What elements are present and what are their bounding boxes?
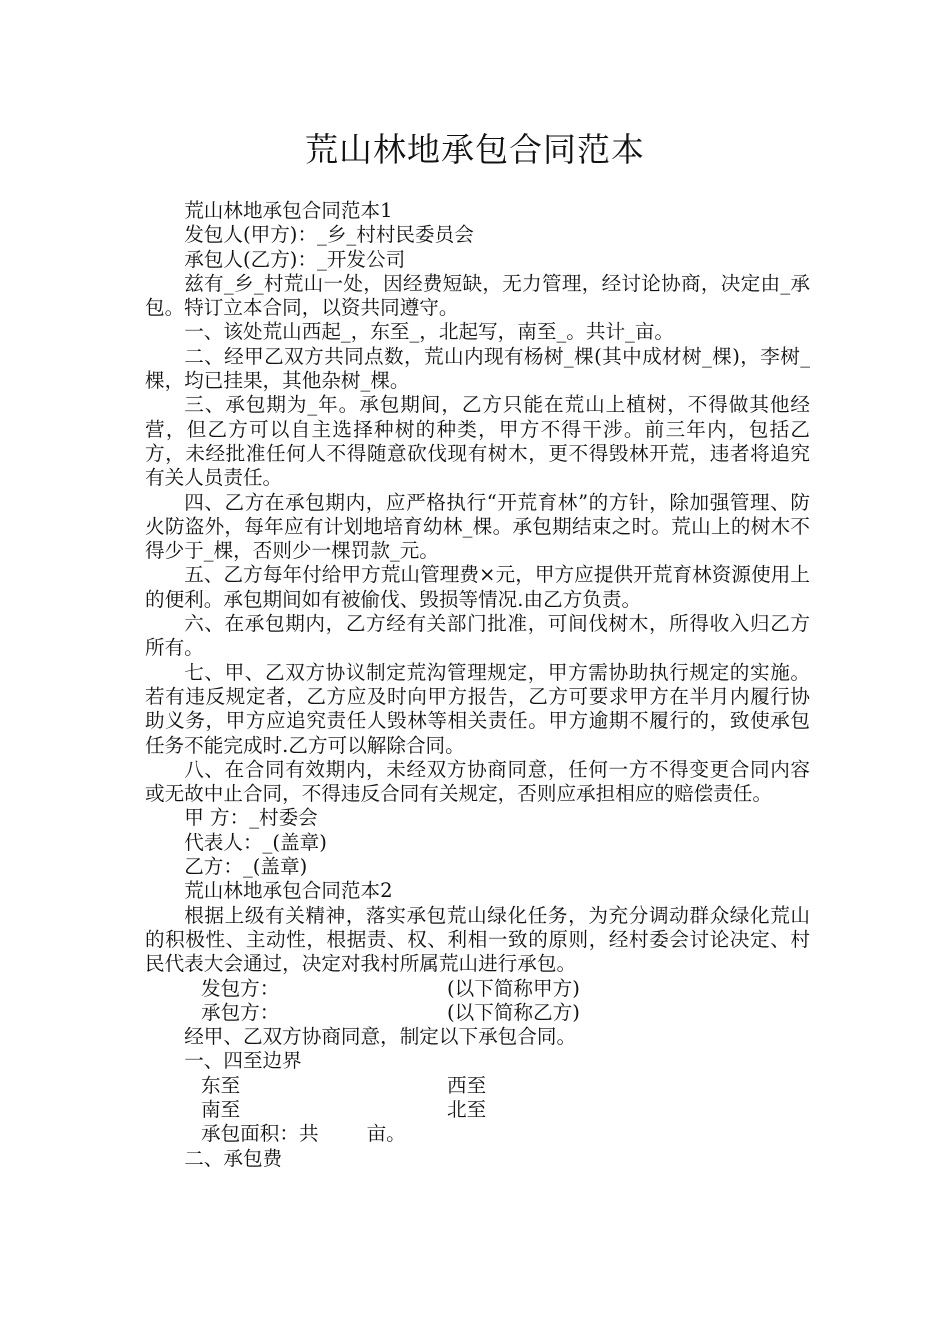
section-heading-sample-1: 荒山林地承包合同范本1 [184,199,393,222]
contractor-row [145,977,810,1001]
signature-representative: 代表人：_(盖章) [184,830,327,854]
south-boundary: 南至 [201,1097,241,1121]
contractee-note: (以下简称乙方) [447,1000,580,1024]
clause-7: 七、甲、乙双方协议制定荒沟管理规定，甲方需协助执行规定的实施。若有违反规定者，乙方应及时向甲方报告，乙方可要求甲方在半月内履行协助义务，甲方应追究责任人毁林等相关责任。甲方逾期不履行的，致使承包任务不能完成时.乙方可以解除合同。 [145,660,810,757]
clause-6: 六、在承包期内，乙方经有关部门批准，可间伐树木，所得收入归乙方所有。 [145,612,810,660]
north-boundary: 北至 [447,1097,487,1121]
boundary-row-east-west [145,1074,810,1098]
contractee-label: 承包方： [201,1000,280,1024]
section-heading-sample-2: 荒山林地承包合同范本2 [184,879,393,903]
area-label: 承包面积：共 [201,1122,319,1146]
east-boundary: 东至 [201,1073,241,1097]
clause-8: 八、在合同有效期内，未经双方协商同意，任何一方不得变更合同内容或无故中止合同，不得违反合同有关规定，否则应承担相应的赔偿责任。 [145,757,810,806]
clause-5: 五、乙方每年付给甲方荒山管理费×元，甲方应提供开荒育林资源使用上的便利。承包期间如有被偷伐、毁损等情况.由乙方负责。 [145,563,810,611]
contractor-label: 发包方： [201,976,280,1000]
document-title: 荒山林地承包合同范本 [305,130,645,169]
signature-party-a: 甲 方：_村委会 [184,806,318,830]
clause-3: 三、承包期为_年。承包期间，乙方只能在荒山上植树，不得做其他经营，但乙方可以自主选择种树的种类，甲方不得干涉。前三年内，包括乙方，未经批准任何人不得随意砍伐现有树木，更不得毁林开荒，违者将追究有关人员责任。 [145,393,810,490]
boundary-row-south-north [145,1098,810,1122]
west-boundary: 西至 [447,1073,487,1097]
area-unit: 亩。 [366,1122,406,1146]
contractee-row [145,1001,810,1025]
party-a-line: 发包人(甲方)：_乡_村村民委员会 [184,223,474,247]
contractor-note: (以下简称甲方) [447,976,580,1000]
preamble-paragraph: 兹有_乡_村荒山一处，因经费短缺，无力管理，经讨论协商，决定由_承包。特订立本合同，以资共同遵守。 [145,271,810,320]
signature-party-b: 乙方：_(盖章) [184,855,308,879]
clause-1: 一、该处荒山西起_，东至_，北起写，南至_。共计_亩。 [184,320,675,344]
party-b-line: 承包人(乙方)：_开发公司 [184,247,406,271]
agreement-line: 经甲、乙双方协商同意，制定以下承包合同。 [184,1025,577,1049]
section-1-heading: 一、四至边界 [184,1049,302,1073]
section-2-heading: 二、承包费 [184,1146,283,1170]
area-line [145,1122,810,1146]
document-body [145,199,810,1171]
sample-2-preamble: 根据上级有关精神，落实承包荒山绿化任务，为充分调动群众绿化荒山的积极性、主动性，根据责、权、利相一致的原则，经村委会讨论决定、村民代表大会通过，决定对我村所属荒山进行承包。 [145,903,810,976]
clause-4: 四、乙方在承包期内，应严格执行“开荒育林”的方针，除加强管理、防火防盗外，每年应有计划地培育幼林_棵。承包期结束之时。荒山上的树木不得少于_棵，否则少一棵罚款_元。 [145,490,810,563]
clause-2: 二、经甲乙双方共同点数，荒山内现有杨树_棵(其中成材树_棵)，李树_棵，均已挂果，其他杂树_棵。 [145,344,810,393]
